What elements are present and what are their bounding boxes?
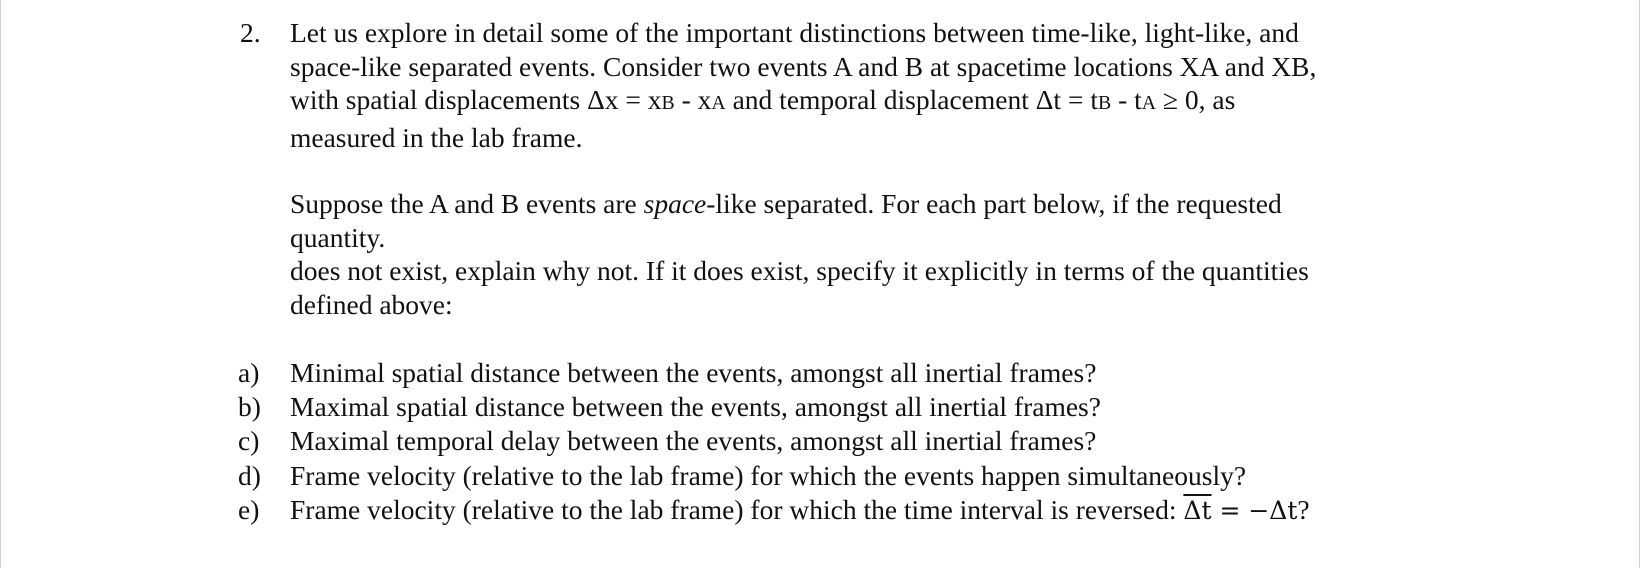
intro-line-3-text-3: and temporal displacement Δt = t	[725, 84, 1098, 115]
problem-intro	[290, 16, 1620, 154]
instructions-line-4: defined above:	[290, 288, 453, 320]
question-parts-list	[238, 356, 1310, 527]
subscript-a: A	[1141, 92, 1157, 114]
list-item	[238, 424, 1310, 458]
intro-line-3-text-1: with spatial displacements Δx = x	[290, 84, 662, 115]
subscript-a: A	[711, 92, 726, 114]
problem-number: 2.	[240, 17, 261, 48]
part-label: c)	[238, 425, 260, 457]
part-e-equation	[1183, 496, 1297, 525]
list-item	[238, 390, 1310, 424]
part-text: Maximal temporal delay between the events, amongst all inertial frames?	[290, 425, 1097, 457]
instructions-prefix: Suppose the A and B events are	[290, 188, 644, 219]
part-text: Maximal spatial distance between the events, amongst all inertial frames?	[290, 391, 1101, 423]
intro-line-3-text-2: - x	[674, 84, 712, 115]
part-label: d)	[238, 459, 261, 491]
instructions-emphasis: space	[643, 188, 707, 219]
list-item	[238, 493, 1310, 527]
list-item	[238, 356, 1310, 390]
part-label: e)	[238, 493, 260, 525]
instructions-line-1	[290, 187, 1620, 221]
question-mark: ?	[1297, 493, 1310, 525]
instructions-suffix: -like separated. For each part below, if the requested	[706, 188, 1282, 219]
subscript-b: B	[1097, 92, 1112, 114]
instructions-line-3: does not exist, explain why not. If it does exist, specify it explicitly in terms of the quantities	[290, 255, 1309, 286]
instructions-paragraph	[290, 187, 1620, 321]
intro-line-4: measured in the lab frame.	[290, 121, 583, 153]
part-text: Minimal spatial distance between the events, amongst all inertial frames?	[290, 357, 1097, 388]
part-label: a)	[238, 357, 260, 388]
part-text: Frame velocity (relative to the lab frame) for which the time interval is reversed:	[290, 493, 1184, 525]
part-label: b)	[238, 391, 261, 423]
subscript-b: B	[661, 92, 675, 114]
instructions-line-2: quantity.	[290, 221, 386, 253]
intro-line-3-text-5: ≥ 0, as	[1156, 84, 1236, 115]
intro-line-1: Let us explore in detail some of the important distinctions between time-like, light-like, and	[290, 17, 1299, 48]
intro-line-2: space-like separated events. Consider two events A and B at spacetime locations XA and XB,	[290, 50, 1317, 82]
list-item	[238, 459, 1310, 493]
intro-line-3	[290, 83, 1620, 121]
overlined-delta-t: $\overline{\Delta t}$	[1183, 495, 1212, 525]
page-border-left	[0, 0, 1, 568]
intro-line-3-text-4: - t	[1111, 84, 1142, 115]
part-text: Frame velocity (relative to the lab frame) for which the events happen simultaneously?	[290, 459, 1247, 491]
equation-rhs: = −Δt	[1211, 495, 1298, 525]
